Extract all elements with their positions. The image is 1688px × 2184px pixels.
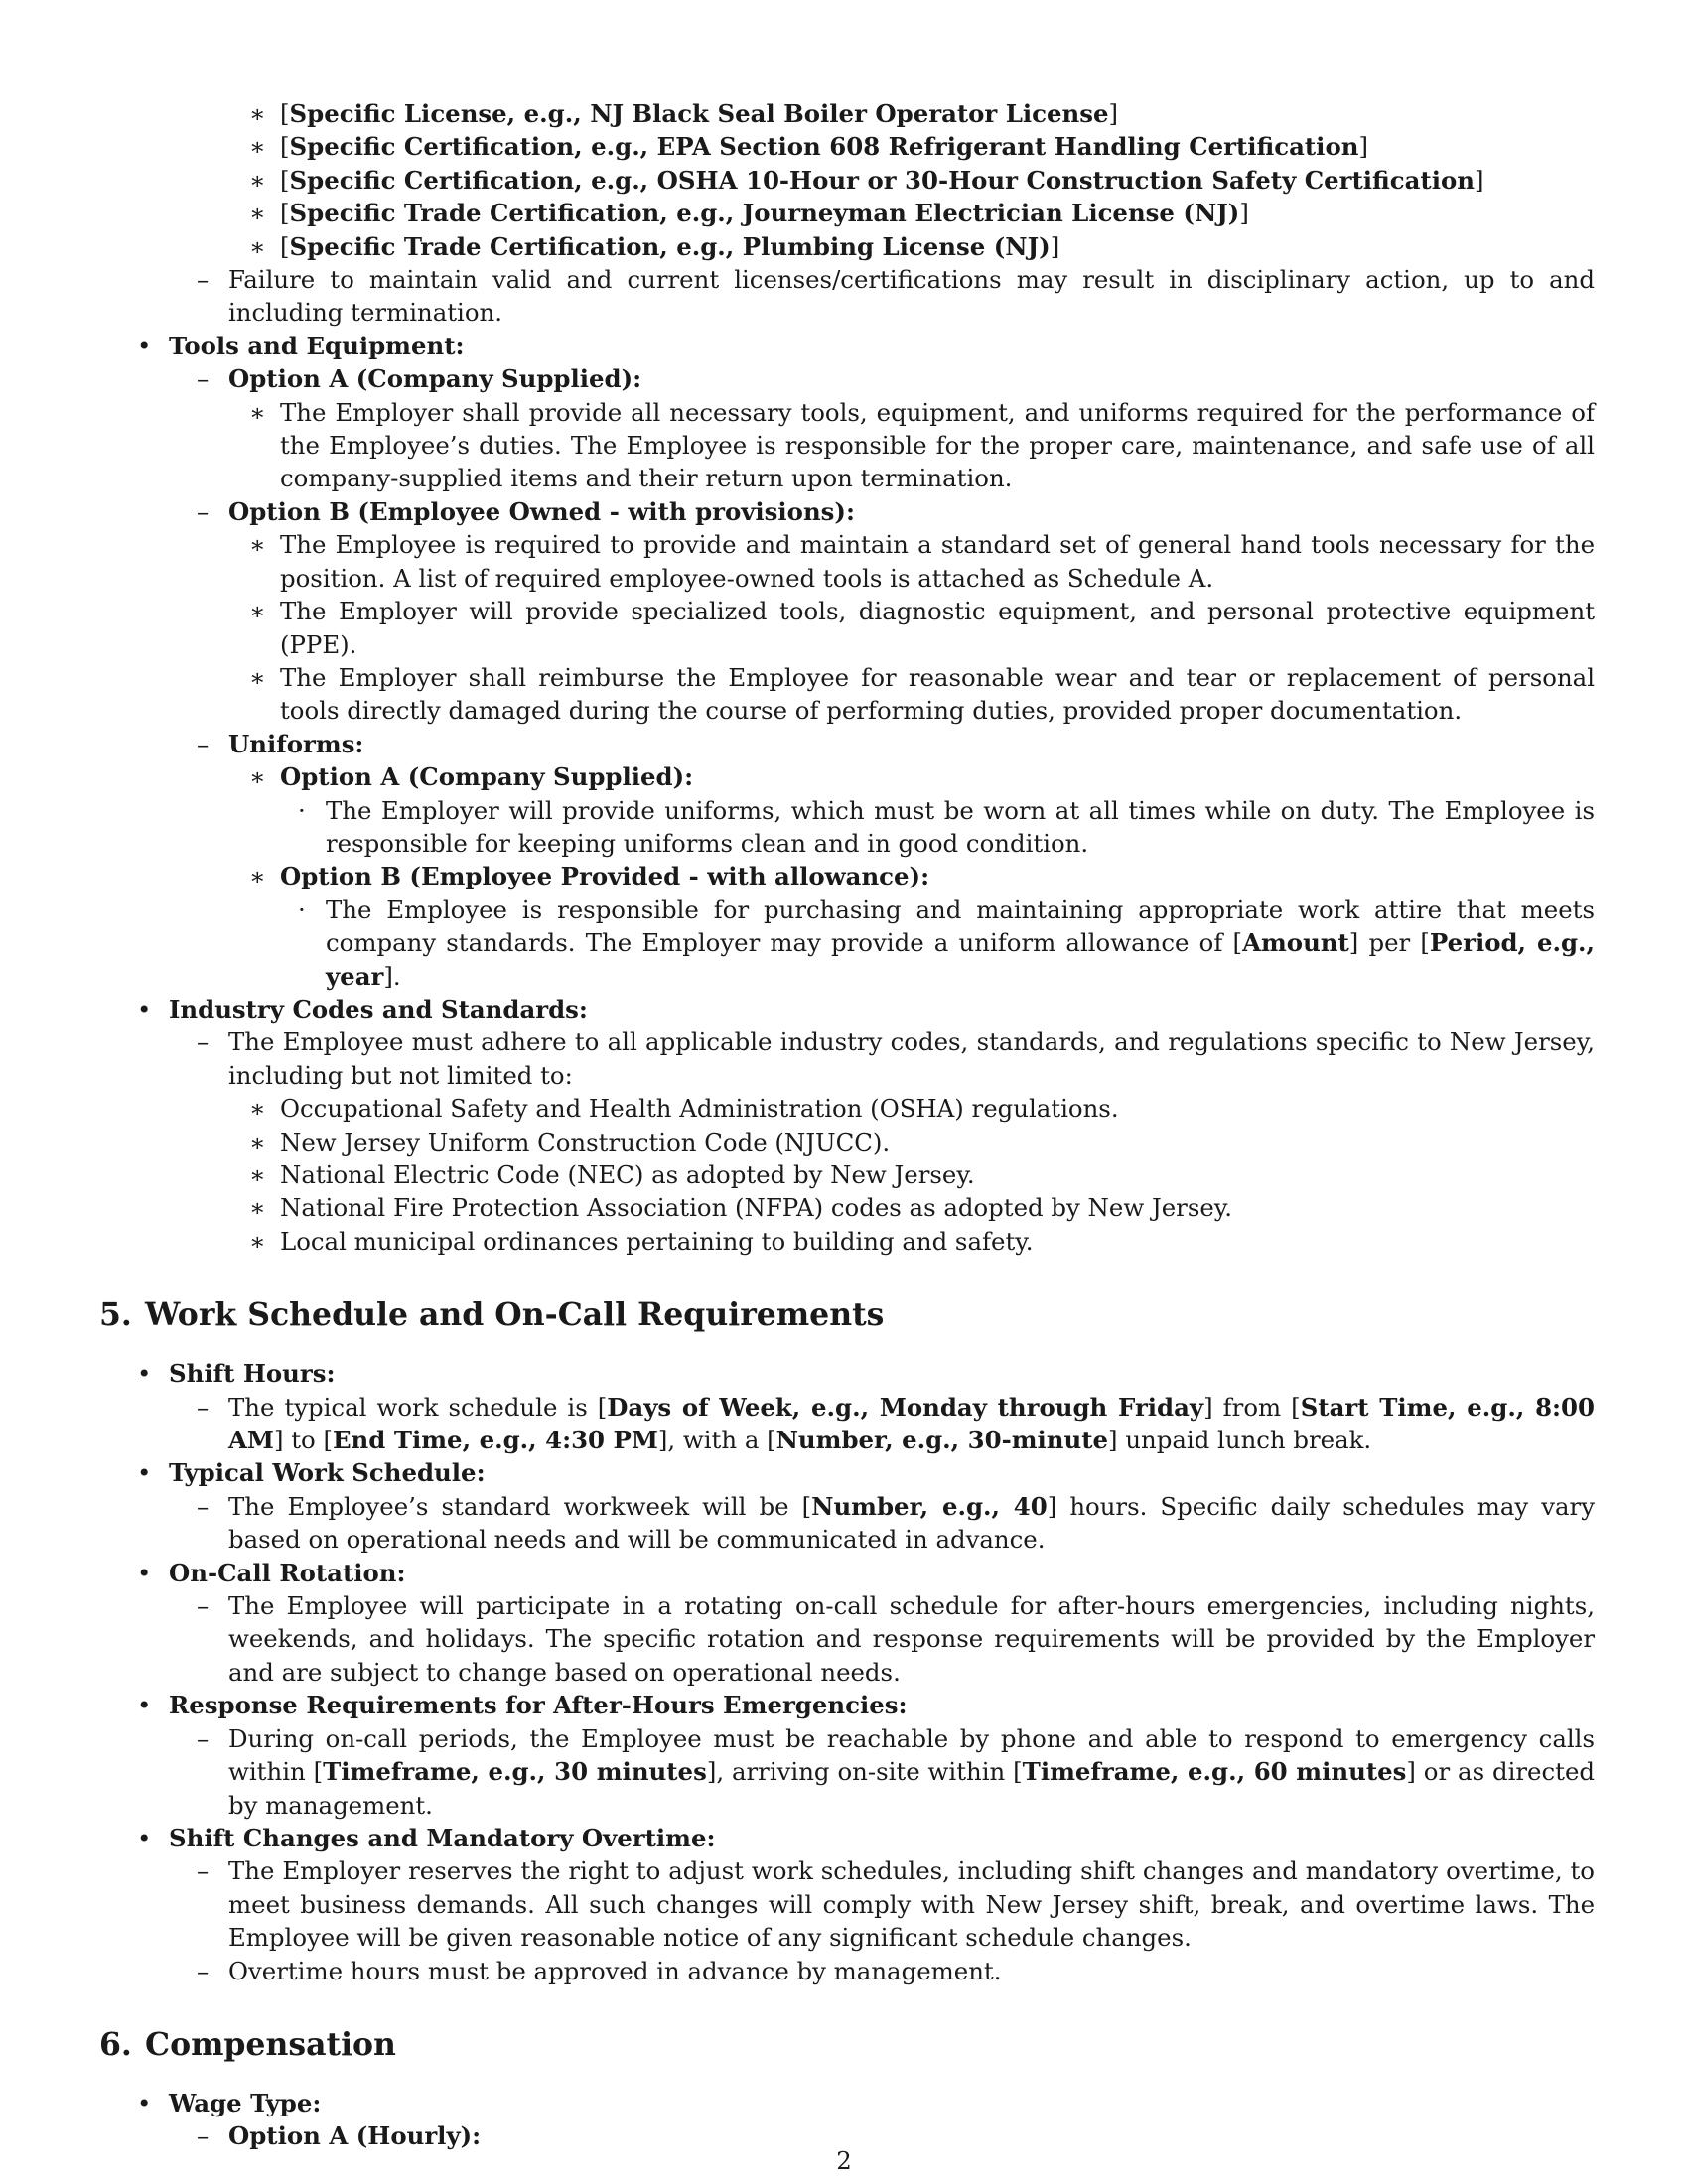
star-marker: ∗ <box>249 1127 266 1157</box>
failure-item: – Failure to maintain valid and current licenses/certifications may result in disciplinary action, up to and including termination. <box>197 265 1595 328</box>
tools-option-a: – Option A (Company Supplied): <box>99 362 1595 395</box>
list-item: ∗ The Employer will provide specialized tools, diagnostic equipment, and personal protective equipment (PPE). <box>249 597 1595 659</box>
shift-changes-items <box>99 1854 1595 1987</box>
page-number: 2 <box>836 2146 852 2175</box>
placeholder-field: Start Time, e.g., 8:00 AM <box>228 1392 1595 1455</box>
tools-option-b-items <box>99 528 1595 727</box>
list-item <box>99 1391 1595 1457</box>
list-item: ∗ New Jersey Uniform Construction Code (NJUCC). <box>99 1126 1595 1159</box>
codes-items <box>99 1092 1595 1258</box>
text-run: ] hours. Specific daily schedules may vary based on operational needs and will be communicated in advance. <box>228 1491 1596 1555</box>
star-marker: ∗ <box>249 231 266 261</box>
tools-heading: • Tools and Equipment: <box>99 330 1595 362</box>
failure-list <box>99 263 1595 330</box>
list-item: ∗ Occupational Safety and Health Administration (OSHA) regulations. <box>99 1092 1595 1125</box>
bullet-marker: • <box>137 1458 152 1488</box>
codes-list <box>99 993 1595 1025</box>
star-marker: ∗ <box>249 165 266 195</box>
tools-list <box>99 330 1595 362</box>
on-call-heading: • On-Call Rotation: <box>99 1557 1595 1589</box>
uniforms-option-b-text <box>99 893 1595 993</box>
tools-option-a-items <box>99 396 1595 495</box>
text-run: ] to [ <box>273 1426 333 1455</box>
star-marker: ∗ <box>249 762 266 792</box>
dash-marker: – <box>197 1723 210 1753</box>
license-item: ∗ [Specific Certification, e.g., OSHA 10-Hour or 30-Hour Construction Safety Certification] <box>99 164 1595 197</box>
typical-schedule <box>99 1456 1595 1489</box>
dot-marker: · <box>298 894 306 924</box>
shift-hours <box>99 1357 1595 1390</box>
shift-changes <box>99 1822 1595 1854</box>
uniforms-heading: – Uniforms: <box>99 728 1595 760</box>
response-requirements <box>99 1689 1595 1721</box>
license-item: ∗ [Specific Trade Certification, e.g., Plumbing License (NJ)] <box>99 230 1595 263</box>
list-item: ∗ The Employee is required to provide and maintain a standard set of general hand tools necessary for the position. A list of required employee-owned tools is attached as Schedule A. <box>249 530 1595 593</box>
bullet-marker: • <box>137 994 152 1024</box>
document-body <box>99 97 1595 2153</box>
placeholder-field: Timeframe, e.g., 60 minutes <box>1022 1757 1407 1787</box>
dash-marker: – <box>197 496 210 526</box>
dot-marker: · <box>298 795 306 825</box>
star-marker: ∗ <box>249 199 266 228</box>
uniform-option-b-label: ∗ Option B (Employee Provided - with allowance): <box>99 860 1595 892</box>
dash-marker: – <box>197 1591 210 1621</box>
list-item: · The Employee is responsible for purchasing and maintaining appropriate work attire that meets company standards. The Employer may provide a uniform allowance of [Amount] per [Period, e.g., year]. <box>298 894 1596 991</box>
wage-type <box>99 2087 1595 2119</box>
star-marker: ∗ <box>249 1226 266 1256</box>
tools-options <box>99 362 1595 395</box>
list-item: ∗ The Employer shall provide all necessary tools, equipment, and uniforms required for the performance of the Employee’s duties. The Employee is responsible for the proper care, maintenance, and safe use of all company-supplied items and their return upon termination. <box>249 397 1595 493</box>
placeholder-field: Number, e.g., 30-minute <box>775 1426 1109 1455</box>
list-item: ∗ National Electric Code (NEC) as adopted by New Jersey. <box>99 1159 1595 1191</box>
uniform-option-a-label: ∗ Option A (Company Supplied): <box>99 760 1595 793</box>
license-item: ∗ [Specific Trade Certification, e.g., Journeyman Electrician License (NJ)] <box>99 197 1595 229</box>
list-item: ∗ National Fire Protection Association (NFPA) codes as adopted by New Jersey. <box>99 1191 1595 1224</box>
list-item <box>99 1490 1595 1557</box>
list-item: – Overtime hours must be approved in advance by management. <box>99 1955 1595 1987</box>
star-marker: ∗ <box>249 597 266 626</box>
codes-intro-list <box>99 1025 1595 1092</box>
text-run: ], arriving on-site within [ <box>706 1757 1023 1787</box>
shift-hours-text <box>99 1391 1595 1457</box>
text-run: ], with a [ <box>657 1426 776 1455</box>
dash-marker: – <box>197 1027 210 1057</box>
star-marker: ∗ <box>249 530 266 560</box>
typical-schedule-text <box>99 1490 1595 1557</box>
list-item: – The Employer reserves the right to adjust work schedules, including shift changes and mandatory overtime, to meet business demands. All such changes will comply with New Jersey shift, break, and overtime laws. The Employee will be given reasonable notice of any significant schedule changes. <box>197 1856 1595 1953</box>
dash-marker: – <box>197 265 210 295</box>
list-item <box>99 1722 1595 1822</box>
bullet-marker: • <box>137 1359 152 1389</box>
bullet-marker: • <box>137 331 152 360</box>
text-run: ] or as directed by management. <box>228 1757 1596 1820</box>
uniforms-option-a <box>99 760 1595 793</box>
codes-heading: • Industry Codes and Standards: <box>99 993 1595 1025</box>
tools-options-b <box>99 495 1595 528</box>
star-marker: ∗ <box>249 397 266 427</box>
list-item: ∗ Local municipal ordinances pertaining to building and safety. <box>99 1225 1595 1258</box>
placeholder-field: Days of Week, e.g., Monday through Friday <box>607 1392 1204 1422</box>
on-call-rotation <box>99 1557 1595 1589</box>
section-5-heading: 5. Work Schedule and On-Call Requirements <box>99 1297 885 1334</box>
bullet-marker: • <box>137 2088 152 2117</box>
text-run: During on-call periods, the Employee must be reachable by phone and able to respond to emergency calls within [ <box>228 1723 1595 1787</box>
bullet-marker: • <box>137 1823 152 1852</box>
tools-option-b: – Option B (Employee Owned - with provisions): <box>99 495 1595 528</box>
license-item: ∗ [Specific License, e.g., NJ Black Seal Boiler Operator License] <box>99 97 1595 130</box>
list-item: · The Employer will provide uniforms, which must be worn at all times while on duty. The Employee is responsible for keeping uniforms clean and in good condition. <box>298 795 1595 858</box>
shift-hours-heading: • Shift Hours: <box>99 1357 1595 1390</box>
placeholder-field: Timeframe, e.g., 30 minutes <box>323 1757 707 1787</box>
response-text <box>99 1722 1595 1822</box>
star-marker: ∗ <box>249 1094 266 1124</box>
uniforms-option-a-text <box>99 794 1595 861</box>
placeholder-field: End Time, e.g., 4:30 PM <box>332 1426 658 1455</box>
bullet-marker: • <box>137 1558 152 1587</box>
star-marker: ∗ <box>249 1160 266 1189</box>
dash-marker: – <box>197 2121 210 2151</box>
star-marker: ∗ <box>249 1193 266 1223</box>
wage-option-a: – Option A (Hourly): <box>99 2119 1595 2152</box>
section-6-heading: 6. Compensation <box>99 2025 396 2063</box>
placeholder-field: Number, e.g., 40 <box>811 1491 1048 1521</box>
shift-changes-heading: • Shift Changes and Mandatory Overtime: <box>99 1822 1595 1854</box>
star-marker: ∗ <box>249 662 266 692</box>
dash-marker: – <box>197 364 210 394</box>
typical-schedule-heading: • Typical Work Schedule: <box>99 1456 1595 1489</box>
response-heading: • Response Requirements for After-Hours Emergencies: <box>99 1689 1595 1721</box>
bullet-marker: • <box>137 1691 152 1720</box>
text-run: ] unpaid lunch break. <box>1108 1426 1372 1455</box>
dash-marker: – <box>197 729 210 758</box>
text-run: The typical work schedule is [ <box>228 1392 608 1422</box>
dash-marker: – <box>197 1392 210 1422</box>
list-item: – The Employee will participate in a rotating on-call schedule for after-hours emergencies, including nights, weekends, and holidays. The specific rotation and response requirements will be provided by the Employer and are subject to change based on operational needs. <box>197 1591 1595 1687</box>
dash-marker: – <box>197 1856 210 1886</box>
dash-marker: – <box>197 1491 210 1521</box>
codes-intro: – The Employee must adhere to all applicable industry codes, standards, and regulations specific to New Jersey, including but not limited to: <box>197 1027 1595 1090</box>
uniforms-list <box>99 728 1595 760</box>
wage-type-heading: • Wage Type: <box>99 2087 1595 2119</box>
text-run: The Employee’s standard workweek will be [ <box>228 1491 812 1521</box>
uniforms-option-b <box>99 860 1595 892</box>
dash-marker: – <box>197 1956 210 1985</box>
license-list <box>99 97 1595 263</box>
star-marker: ∗ <box>249 862 266 891</box>
star-marker: ∗ <box>249 99 266 128</box>
star-marker: ∗ <box>249 132 266 162</box>
on-call-text <box>99 1589 1595 1689</box>
text-run: ] from [ <box>1203 1392 1301 1422</box>
license-item: ∗ [Specific Certification, e.g., EPA Section 608 Refrigerant Handling Certification] <box>99 130 1595 163</box>
list-item: ∗ The Employer shall reimburse the Employee for reasonable wear and tear or replacement of personal tools directly damaged during the course of performing duties, provided proper documentation. <box>249 662 1595 726</box>
